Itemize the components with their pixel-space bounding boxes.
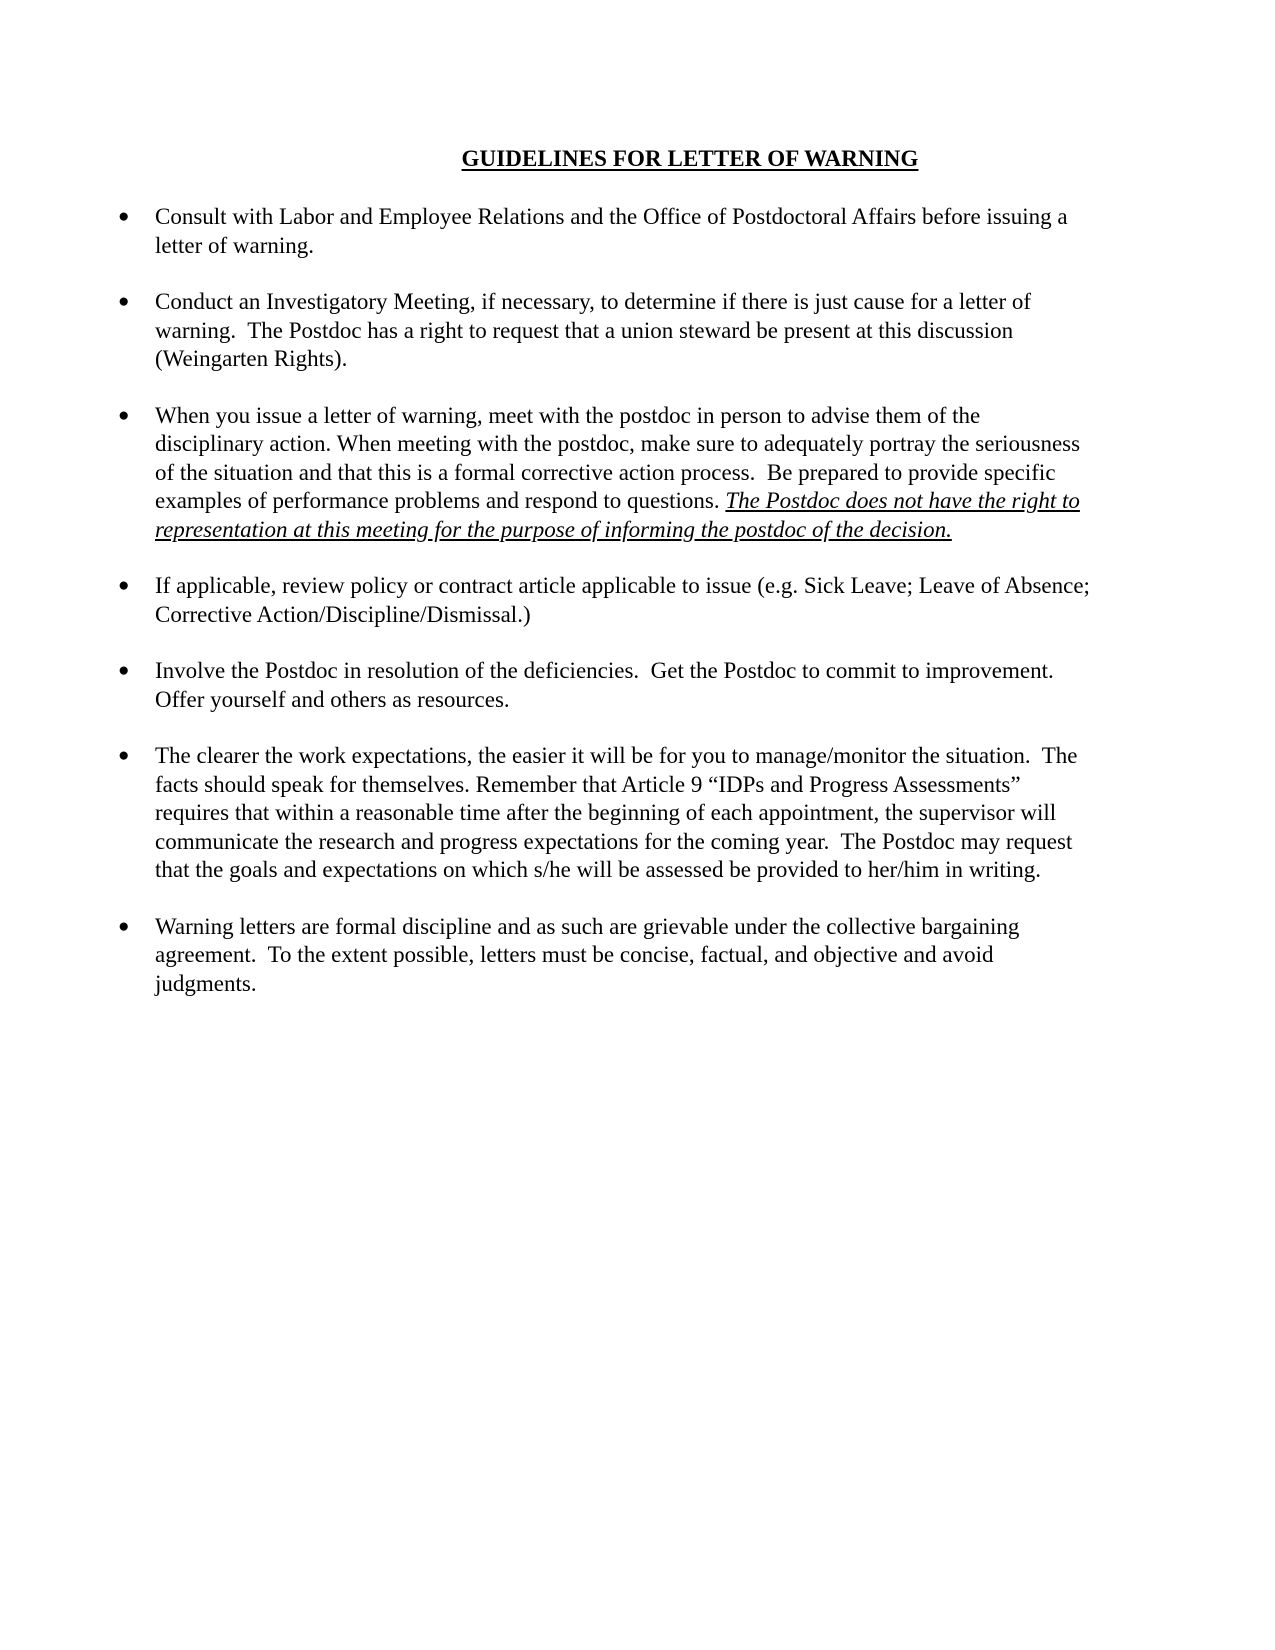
item-line: facts should speak for themselves. Remember that Article 9 “IDPs and Progress Assessments” xyxy=(155,771,1021,797)
emphasis-line: representation at this meeting for the purpose of informing the postdoc of the decision. xyxy=(155,516,952,542)
bullet-icon: ● xyxy=(118,291,130,312)
guideline-item-investigatory-meeting xyxy=(118,288,1168,374)
item-line: letter of warning. xyxy=(155,232,315,258)
bullet-icon: ● xyxy=(118,915,130,937)
bullet-icon: ● xyxy=(118,745,130,766)
item-line: Warning letters are formal discipline and as such are grievable under the collective bargaining xyxy=(155,913,1020,939)
item-line: requires that within a reasonable time after the beginning of each appointment, the supervisor will xyxy=(155,800,1057,825)
item-line: Conduct an Investigatory Meeting, if necessary, to determine if there is just cause for a letter of xyxy=(155,289,1032,314)
guideline-item-work-expectations xyxy=(118,742,1168,885)
item-line: of the situation and that this is a formal corrective action process. Be prepared to provide specific xyxy=(155,459,1056,485)
item-line: agreement. To the extent possible, letters must be concise, factual, and objective and avoid xyxy=(155,942,994,967)
bullet-icon: ● xyxy=(118,206,130,227)
guideline-item-issue-letter xyxy=(118,402,1168,545)
item-line: that the goals and expectations on which s/he will be assessed be provided to her/him in writing. xyxy=(155,857,1041,882)
item-line xyxy=(155,487,1168,516)
document-title: GUIDELINES FOR LETTER OF WARNING xyxy=(461,146,919,171)
item-line: disciplinary action. When meeting with the postdoc, make sure to adequately portray the seriousness xyxy=(155,431,1081,456)
guideline-item-warning-letters xyxy=(118,913,1168,999)
item-line: (Weingarten Rights). xyxy=(155,346,348,371)
guidelines-list xyxy=(118,203,1168,1026)
item-line: Offer yourself and others as resources. xyxy=(155,686,510,712)
item-line: Involve the Postdoc in resolution of the deficiencies. Get the Postdoc to commit to improvement. xyxy=(155,658,1054,683)
item-line: If applicable, review policy or contract article applicable to issue (e.g. Sick Leave; Leave of Absence; xyxy=(155,573,1090,598)
item-line: warning. The Postdoc has a right to request that a union steward be present at this discussion xyxy=(155,317,1014,343)
item-line: judgments. xyxy=(155,970,257,996)
guideline-item-consult xyxy=(118,203,1168,260)
bullet-icon: ● xyxy=(118,575,130,596)
guideline-item-involve-postdoc xyxy=(118,657,1168,714)
guideline-item-review-policy xyxy=(118,572,1168,629)
item-line: communicate the research and progress expectations for the coming year. The Postdoc may request xyxy=(155,828,1073,854)
item-line: Corrective Action/Discipline/Dismissal.) xyxy=(155,601,531,627)
item-line: Consult with Labor and Employee Relations and the Office of Postdoctoral Affairs before issuing a xyxy=(155,204,1068,229)
item-line-text: examples of performance problems and respond to questions. xyxy=(155,488,726,513)
emphasis-text: The Postdoc does not have the right to xyxy=(725,488,1080,513)
item-line: The clearer the work expectations, the easier it will be for you to manage/monitor the situation. The xyxy=(155,743,1078,768)
bullet-icon: ● xyxy=(118,404,130,426)
item-line: When you issue a letter of warning, meet with the postdoc in person to advise them of the xyxy=(155,402,981,428)
bullet-icon: ● xyxy=(118,660,130,681)
